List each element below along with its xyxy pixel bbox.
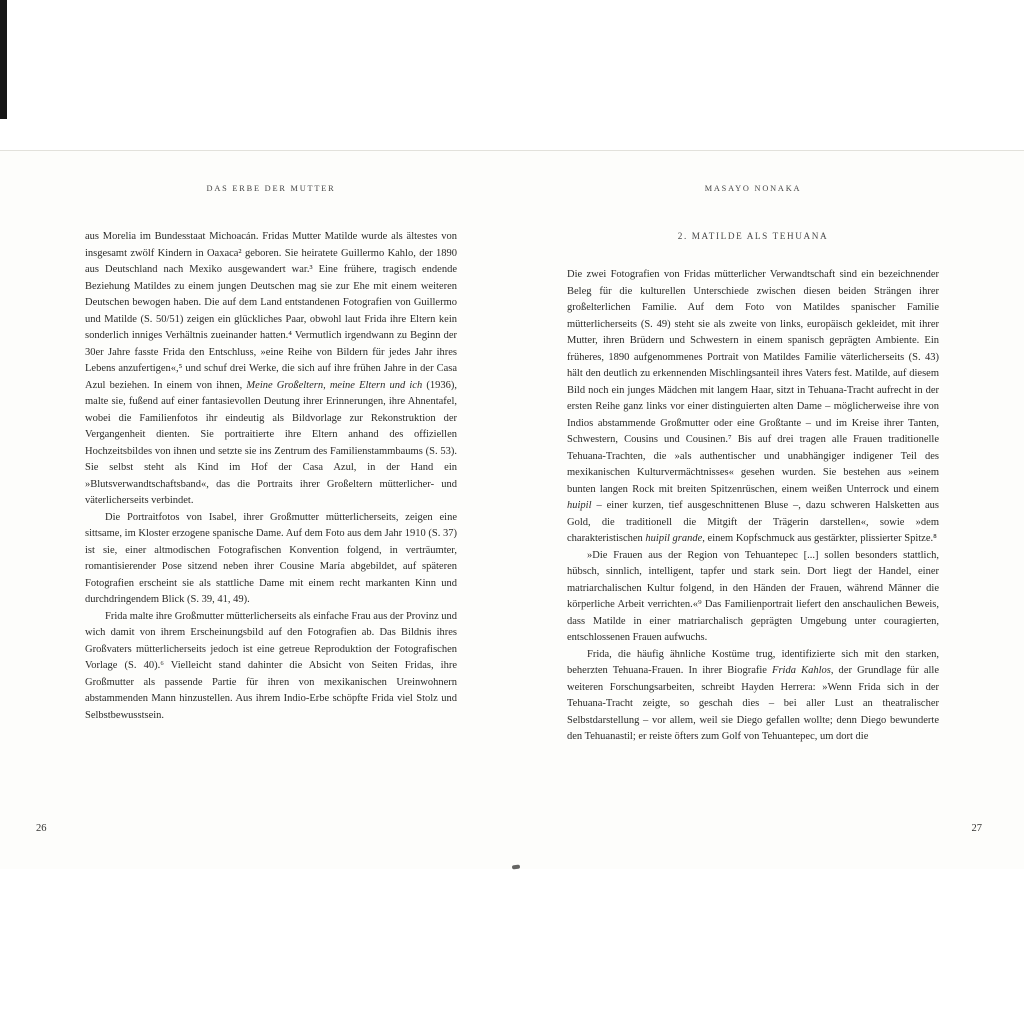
italic-text-run: Frida Kahlos (772, 665, 831, 676)
scan-edge-artifact (0, 0, 7, 119)
scan-speck-artifact (512, 864, 520, 869)
running-head-left: DAS ERBE DER MUTTER (206, 184, 336, 193)
italic-text-run: huipil (567, 500, 592, 511)
paragraph (567, 267, 939, 548)
text-run: (1936), malte sie, fußend auf einer fantasievollen Deutung ihrer Erinnerungen, ihre Ahnentafel, wobei die Familienfotos ihr eindeutig als Bildvorlage zur Rekonstruktion der Vergangenheit dienten. Sie portraitierte ihre Eltern anhand des offiziellen Hochzeitsbildes von ihnen und setzte sie ins Zentrum des Familienstammbaums (S. 53). Sie selbst steht als Kind im Hof der Casa Azul, in der Hand ein »Blutsverwandtschaftsband«, das die Portraits ihrer Großeltern mütterlicher- und väterlicherseits verbindet. (85, 379, 457, 506)
italic-text-run: Meine Großeltern, meine Eltern und ich (246, 379, 423, 391)
text-run: Frida malte ihre Großmutter mütterlicherseits als einfache Frau aus der Provinz und wich damit von ihrem Erscheinungsbild auf den Fotografien ab. Das Bildnis ihres Großvaters mütterlicherseits jedoch ist eine getreue Reproduktion der Fotografischen Vorlage (S. 40).⁶ Vielleicht stand dahinter die Absicht von Seiten Fridas, ihre Großmutter als passende Partie für ihren von mexikanischen Ureinwohnern abstammenden Mann hinzustellen. Aus ihrem Indio-Erbe schöpfte Frida viel Stolz und Selbstbewusstsein. (85, 610, 457, 721)
left-page-body (85, 229, 457, 724)
page-number-left: 26 (36, 823, 47, 834)
running-head-right: MASAYO NONAKA (704, 184, 802, 193)
book-spread (0, 150, 1024, 869)
paragraph (85, 609, 457, 725)
paragraph (85, 229, 457, 510)
section-title: 2. MATILDE ALS TEHUANA (677, 231, 829, 241)
text-run: – einer kurzen, tief ausgeschnittenen Bluse –, dazu schweren Halsketten aus Gold, die traditionell die Mitgift der Trägerin darstellen«, sowie »dem charakteristischen (567, 500, 939, 544)
paragraph (567, 647, 939, 746)
text-run: Die Portraitfotos von Isabel, ihrer Großmutter mütterlicherseits, zeigen eine sittsame, im Kloster erzogene spanische Dame. Auf dem Foto aus dem Jahr 1910 (S. 37) ist sie, einer altmodischen Fotografischen Konvention folgend, in verträumter, romantisierender Pose sitzend neben ihrer Cousine María abgebildet, auf späteren Fotografien erscheint sie als stattliche Dame mit einem recht markanten Kinn und durchdringendem Blick (S. 39, 41, 49). (85, 511, 457, 605)
right-page-body (567, 267, 939, 746)
page-left (85, 151, 457, 869)
text-run: Frida, die häufig ähnliche Kostüme trug, identifizierte sich mit den starken, beherzten Tehuana-Frauen. In ihrer Biografie (567, 648, 939, 676)
paragraph (567, 548, 939, 647)
text-run: Die zwei Fotografien von Fridas mütterlicher Verwandtschaft sind ein bezeichnender Beleg für die kulturellen Unterschiede zwischen diesen beiden Strängen ihrer großelterlichen Familie. Auf dem Foto von Matildes spanischer Familie mütterlicherseits (S. 49) steht sie als zweite von links, europäisch gekleidet, mit ihrer Mutter, ihren Brüdern und Schwestern in einem spanisch geprägten Ambiente. Ein früheres, 1890 aufgenommenes Portrait von Matildes Familie väterlicherseits (S. 43) hält den deutlich zu erkennenden Mischlingsanteil ihres Vaters fest. Matilde, auf diesem Bild noch ein junges Mädchen mit langem Haar, sitzt in Tehuana-Tracht aufrecht in der ersten Reihe ganz links vor einer distinguierten alten Dame – möglicherweise ihre von Indios abstammende Großmutter oder eine Großtante – und im Kreise ihrer Tanten, Schwestern, Cousins und Cousinen.⁷ Bis auf drei tragen alle Frauen traditionelle Tehuana-Trachten, die »als authentischer und unabhängiger indigener Teil des mexikanischen Kulturvermächtnisses« gesehen wurden. Sie bestehen aus »einem bunten langen Rock mit breiten Spitzenrüschen, einem weißen Unterrock und einem (567, 269, 939, 495)
text-run: aus Morelia im Bundesstaat Michoacán. Fridas Mutter Matilde wurde als ältestes von insgesamt zwölf Kindern in Oaxaca² geboren. Sie heiratete Guillermo Kahlo, der 1890 aus Deutschland nach Mexiko ausgewandert war.³ Eine frühere, tragisch endende Beziehung Matildes zu einem jungen Deutschen mag sie zur Ehe mit einem weiteren Deutschen bewogen haben. Die auf dem Land entstandenen Fotografien von Guillermo und Matilde (S. 50/51) zeigen ein glückliches Paar, obwohl laut Frida ihre Eltern kein sonderlich inniges Verhältnis zueinander hatten.⁴ Vermutlich irgendwann zu Beginn der 30er Jahre fasste Frida den Entschluss, »eine Reihe von Bildern für jedes Jahr ihres Lebens anzufertigen«,⁵ und schuf drei Werke, die sich auf ihre frühen Jahre in der Casa Azul beziehen. In einem von ihnen, (85, 231, 457, 391)
paragraph (85, 510, 457, 609)
text-run: , der Grundlage für alle weiteren Forschungsarbeiten, schreibt Hayden Herrera: »Wenn Frida sich in der Tehuana-Tracht zeigte, so geschah dies – bei aller Lust an theatralischer Selbstdarstellung – vor allem, weil sie Diego gefallen wollte; denn Diego bewunderte den Tehuanastil; er reiste öfters zum Golf von Tehuantepec, um dort die (567, 665, 939, 742)
page-number-right: 27 (971, 823, 982, 834)
text-run: »Die Frauen aus der Region von Tehuantepec [...] sollen besonders stattlich, hübsch, sinnlich, intelligent, tapfer und stark sein. Dort liegt der Handel, einer matriarchalischen Kultur folgend, in den Händen der Frauen, während Männer die körperliche Arbeit verrichten.«⁹ Das Familienportrait liefert den anschaulichen Beweis, dass Matilde in einer matriarchalisch geprägten Umgebung unter couragierten, entschlossenen Frauen aufwuchs. (567, 549, 939, 643)
page-right (567, 151, 939, 869)
text-run: , einem Kopfschmuck aus gestärkter, plissierter Spitze.⁸ (702, 533, 937, 544)
italic-text-run: huipil grande (645, 533, 703, 544)
